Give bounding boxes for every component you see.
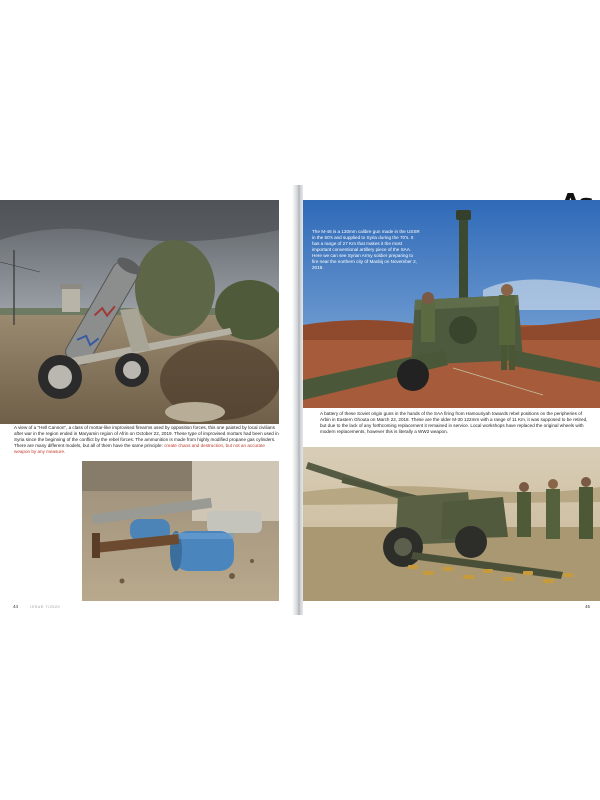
magazine-spread (0, 185, 600, 615)
m30-battery-photo (303, 447, 600, 601)
m46-overlay-caption: The M-46 is a 130mm calibre gun made in the USSR in the 50's and supplied to Syria during the 70's. It has a range of 27 Km that makes it the most important conventional artillery piece of the SAA. Here we can see Syrian Army soldier preparing to fire near the northern city of Manbij on November 2, 2019. (312, 229, 420, 270)
gas-cylinders-photo (82, 461, 279, 601)
hell-cannon-caption (14, 425, 279, 455)
hell-cannon-photo (0, 200, 279, 424)
right-page (303, 185, 600, 615)
right-page-number: 45 (584, 604, 590, 609)
m30-caption: A battery of these Soviet origin guns in the hands of the SAA firing from Hamouriyah towards rebel positions on the peripheries of Arbin in Eastern Ghouta on March 22, 2018. These are the older M-30 122mm with a range of 11 Km, it was supposed to be retired, but due to the lack of any forthcoming replacement it remained in service. Local workshops have replaced the original wheels with modern replacements, however this is literally a WW2 weapon. (320, 411, 588, 434)
left-page-brand: ISSUE 7/2020 (30, 605, 61, 609)
caption-highlight-text: create chaos and destruction, but not an accurate weapon by any measure. (14, 443, 265, 454)
left-page-number: 44 (13, 604, 19, 609)
left-page (0, 185, 295, 615)
caption-main-text: A view of a "Hell Cannon", a class of mortar-like improvised firearms used by opposition forces, this one painted by local civilians after war in the region ended in Maryamin region of Afrin on October 22, 2019. These type of improvised mortars had been used in Syria since the beginning of the conflict by the rebel forces. The ammunition is made from highly modified propane gas cylinders. There are many different models, but all of them have the same principle: (14, 425, 279, 448)
